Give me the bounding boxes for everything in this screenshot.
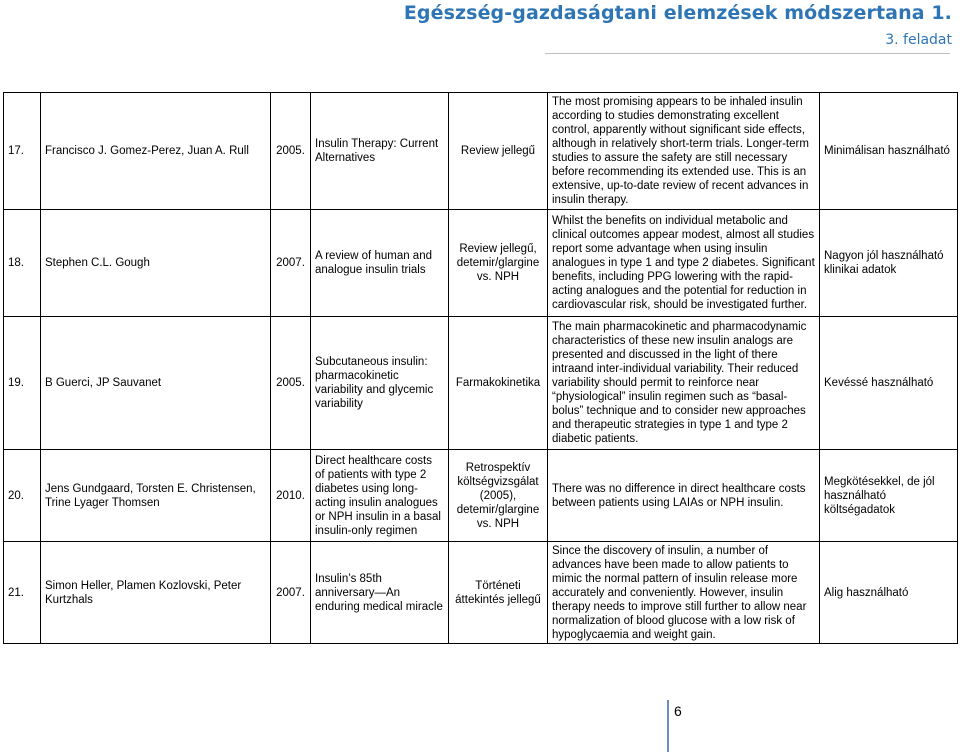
row-year: 2005. xyxy=(271,317,311,450)
row-usability: Kevéssé használható xyxy=(820,317,958,450)
table-row xyxy=(4,542,958,644)
row-number: 19. xyxy=(4,317,41,450)
row-usability: Minimálisan használható xyxy=(820,93,958,210)
row-result: Since the discovery of insulin, a number of advances have been made to allow patients to mimic the normal pattern of insulin release more accurately and conveniently. However, insulin therapy needs to improve still further to allow near normalization of blood glucose with a low risk of hypoglycaemia and weight gain. xyxy=(548,542,820,644)
document-subtitle: 3. feladat xyxy=(885,32,952,48)
document-title: Egészség-gazdaságtani elemzések módszertana 1. xyxy=(403,2,952,24)
row-number: 21. xyxy=(4,542,41,644)
row-number: 18. xyxy=(4,210,41,317)
row-usability: Nagyon jól használható klinikai adatok xyxy=(820,210,958,317)
row-year: 2010. xyxy=(271,450,311,542)
row-year: 2007. xyxy=(271,210,311,317)
row-title: A review of human and analogue insulin trials xyxy=(311,210,449,317)
row-study-type: Történeti áttekintés jellegű xyxy=(449,542,548,644)
row-result: The main pharmacokinetic and pharmacodynamic characteristics of these new insulin analogs are presented and discussed in the light of there intraand inter-individual variability. Their reduced variability should permit to reinforce near “physiological” insulin regimen such as “basal-bolus” technique and to consider new approaches and therapeutic strategies in type 1 and type 2 diabetic patients. xyxy=(548,317,820,450)
table-row xyxy=(4,317,958,450)
table-row xyxy=(4,93,958,210)
table-row xyxy=(4,450,958,542)
row-study-type: Retrospektív költségvizsgálat (2005), detemir/glargine vs. NPH xyxy=(449,450,548,542)
row-title: Insulin’s 85th anniversary—An enduring medical miracle xyxy=(311,542,449,644)
literature-table xyxy=(3,92,958,644)
row-study-type: Review jellegű xyxy=(449,93,548,210)
row-authors: Stephen C.L. Gough xyxy=(41,210,271,317)
row-study-type: Farmakokinetika xyxy=(449,317,548,450)
row-authors: Simon Heller, Plamen Kozlovski, Peter Kurtzhals xyxy=(41,542,271,644)
row-usability: Alig használható xyxy=(820,542,958,644)
row-number: 17. xyxy=(4,93,41,210)
row-year: 2007. xyxy=(271,542,311,644)
row-result: Whilst the benefits on individual metabolic and clinical outcomes appear modest, almost all studies report some advantage when using insulin analogues in type 1 and type 2 diabetes. Significant benefits, including PPG lowering with the rapid-acting analogues and the potential for reduction in cardiovascular risk, should be investigated further. xyxy=(548,210,820,317)
row-title: Subcutaneous insulin: pharmacokinetic variability and glycemic variability xyxy=(311,317,449,450)
page-number-rule xyxy=(667,700,669,752)
row-result: There was no difference in direct healthcare costs between patients using LAIAs or NPH insulin. xyxy=(548,450,820,542)
table-row xyxy=(4,210,958,317)
row-authors: B Guerci, JP Sauvanet xyxy=(41,317,271,450)
row-usability: Megkötésekkel, de jól használható költségadatok xyxy=(820,450,958,542)
row-study-type: Review jellegű, detemir/glargine vs. NPH xyxy=(449,210,548,317)
page-number: 6 xyxy=(674,703,682,719)
row-authors: Jens Gundgaard, Torsten E. Christensen, Trine Lyager Thomsen xyxy=(41,450,271,542)
header-divider xyxy=(545,53,950,54)
row-title: Direct healthcare costs of patients with type 2 diabetes using long-acting insulin analogues or NPH insulin in a basal insulin-only regimen xyxy=(311,450,449,542)
row-title: Insulin Therapy: Current Alternatives xyxy=(311,93,449,210)
row-authors: Francisco J. Gomez-Perez, Juan A. Rull xyxy=(41,93,271,210)
row-result: The most promising appears to be inhaled insulin according to studies demonstrating excellent control, apparently without significant side effects, although in relatively short-term trials. Longer-term studies to assure the safety are still necessary before recommending its extended use. This is an extensive, up-to-date review of recent advances in insulin therapy. xyxy=(548,93,820,210)
row-year: 2005. xyxy=(271,93,311,210)
row-number: 20. xyxy=(4,450,41,542)
